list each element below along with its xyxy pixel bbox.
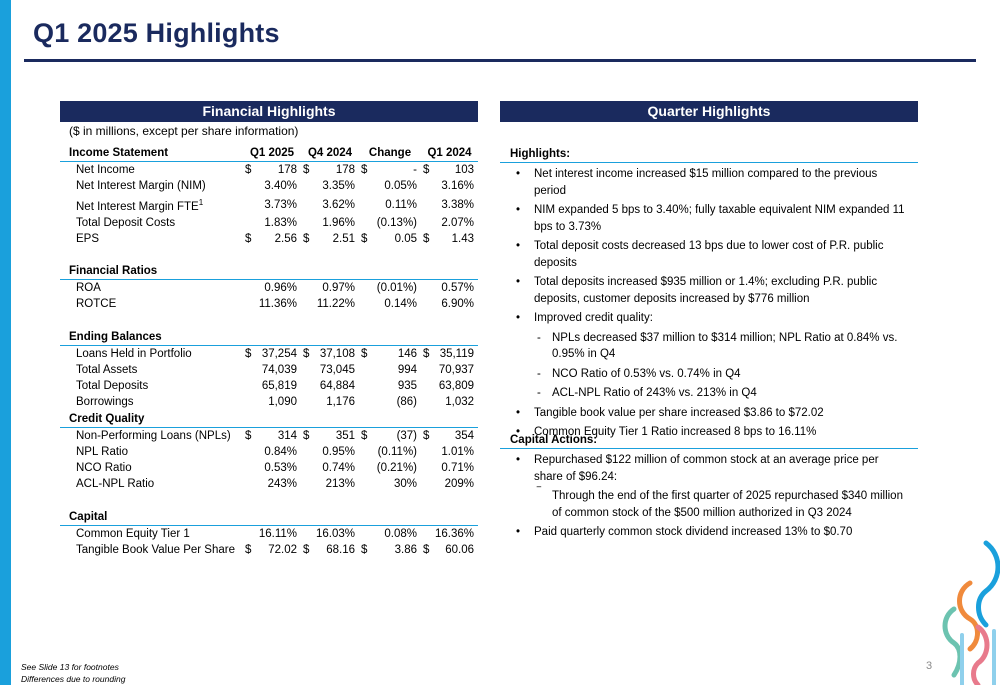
table-row [60, 345, 478, 362]
cell-value: 178 [335, 164, 355, 177]
cell-value: 178 [277, 164, 297, 177]
currency-symbol [359, 394, 369, 410]
currency-symbol [359, 476, 369, 492]
currency-symbol: $ [245, 544, 252, 557]
row-label-text: NCO Ratio [76, 462, 132, 475]
capital-actions-title: Capital Actions: [500, 432, 918, 449]
row-label [60, 280, 243, 297]
currency-symbol [359, 195, 369, 215]
cell-value: 16.36% [435, 527, 475, 540]
cell-value: (0.11%) [377, 446, 418, 459]
currency-symbol [359, 525, 369, 542]
bullet-item: • Total deposits increased $935 million or 1.4%; excluding P.R. public deposits, customer deposits increased by $776 million [500, 274, 918, 307]
cell-value: 0.71% [441, 462, 475, 475]
bullet-item: - NCO Ratio of 0.53% vs. 0.74% in Q4 [500, 366, 918, 383]
currency-symbol [243, 476, 253, 492]
currency-symbol: $ [245, 164, 252, 177]
cell-value: 6.90% [441, 298, 475, 311]
row-label-text: Loans Held in Portfolio [76, 347, 192, 360]
cell-value: 16.03% [315, 527, 355, 540]
table-row [60, 296, 478, 312]
cell-value: 243% [267, 478, 297, 491]
table-row [60, 178, 478, 194]
row-label [60, 215, 243, 231]
cell-value: (0.21%) [376, 462, 418, 475]
cell-value: 1,090 [268, 396, 297, 409]
cell-value: 3.86 [394, 544, 418, 557]
row-label [60, 394, 243, 410]
cell-value: 1.01% [441, 446, 475, 459]
cell-value: 0.74% [322, 462, 355, 475]
bullet-item: • NIM expanded 5 bps to 3.40%; fully taxable equivalent NIM expanded 11 bps to 3.73% [500, 202, 918, 235]
currency-symbol [359, 378, 369, 394]
left-accent-bar [0, 0, 11, 685]
spacer-row [60, 493, 478, 509]
table-row [60, 542, 478, 558]
cell-value: (0.13%) [376, 216, 418, 229]
footnote-marker: 1 [198, 197, 204, 207]
row-label-text: Common Equity Tier 1 [76, 527, 190, 540]
bullet-item: • Tangible book value per share increased $3.86 to $72.02 [500, 405, 918, 422]
currency-symbol [243, 195, 253, 215]
currency-symbol [301, 378, 311, 394]
currency-symbol [243, 215, 253, 231]
row-label [60, 162, 243, 179]
currency-symbol [243, 394, 253, 410]
units-note: ($ in millions, except per share information) [69, 124, 299, 138]
cell-value: 1,032 [445, 396, 475, 409]
table-row [60, 476, 478, 492]
cell-value: 68.16 [326, 544, 355, 557]
footnote-line: See Slide 13 for footnotes [21, 662, 119, 672]
currency-symbol: $ [303, 544, 310, 557]
currency-symbol [243, 378, 253, 394]
cell-value: 1,176 [326, 396, 355, 409]
currency-symbol [421, 195, 431, 215]
table-row [60, 378, 478, 394]
currency-symbol: $ [245, 232, 252, 245]
bullet-item: - ACL-NPL Ratio of 243% vs. 213% in Q4 [500, 385, 918, 402]
cell-value: 60.06 [445, 544, 475, 557]
section-title: Ending Balances [60, 329, 478, 346]
currency-symbol [243, 460, 253, 476]
cell-value: 0.08% [384, 527, 418, 540]
currency-symbol: $ [423, 232, 430, 245]
cell-value: (0.01%) [376, 282, 418, 295]
currency-symbol [421, 460, 431, 476]
brand-logo-icon [936, 535, 1000, 685]
bullet-item: ‾ Through the end of the first quarter of 2025 repurchased $340 million of common stock of the $500 million authorized in Q3 2024 [500, 488, 918, 521]
currency-symbol [421, 525, 431, 542]
cell-value: 0.53% [264, 462, 297, 475]
row-label-text: ROA [76, 282, 101, 295]
table-row [60, 460, 478, 476]
currency-symbol [301, 525, 311, 542]
bullet-item: - NPLs decreased $37 million to $314 million; NPL Ratio at 0.84% vs. 0.95% in Q4 [500, 330, 918, 363]
section-header-row [60, 509, 478, 526]
row-label-text: Total Assets [76, 364, 138, 377]
title-divider [24, 59, 976, 62]
currency-symbol: $ [361, 429, 368, 442]
row-label [60, 195, 243, 215]
cell-value: 0.05% [384, 180, 418, 193]
currency-symbol: $ [361, 544, 368, 557]
currency-symbol: $ [303, 347, 310, 360]
cell-value: 2.51 [332, 232, 355, 245]
currency-symbol [421, 444, 431, 460]
cell-value: 994 [397, 364, 418, 377]
currency-symbol: $ [245, 429, 252, 442]
table-row [60, 162, 478, 179]
currency-symbol [421, 280, 431, 297]
cell-value: 1.96% [322, 216, 355, 229]
cell-value: 3.62% [322, 198, 355, 211]
currency-symbol [421, 476, 431, 492]
table-row [60, 215, 478, 231]
cell-value: 73,045 [319, 364, 355, 377]
section-title: Financial Ratios [60, 263, 478, 280]
cell-value: 213% [325, 478, 355, 491]
table-row [60, 525, 478, 542]
section-title: Capital [60, 509, 478, 526]
currency-symbol: $ [303, 164, 310, 177]
footnotes [21, 661, 125, 685]
currency-symbol [301, 178, 311, 194]
row-label-text: ROTCE [76, 298, 117, 311]
cell-value: 354 [454, 429, 475, 442]
cell-value: 37,108 [319, 347, 355, 360]
row-label-text: Net Interest Margin FTE [76, 200, 199, 213]
bullet-item: • Repurchased $122 million of common stock at an average price per share of $96.24: [500, 452, 918, 485]
currency-symbol [243, 362, 253, 378]
cell-value: (86) [396, 396, 418, 409]
row-label-text: Total Deposit Costs [76, 216, 176, 229]
currency-symbol [301, 444, 311, 460]
cell-value: 3.40% [264, 180, 297, 193]
cell-value: 146 [397, 347, 418, 360]
currency-symbol: $ [361, 164, 368, 177]
currency-symbol [421, 394, 431, 410]
currency-symbol: $ [303, 429, 310, 442]
row-label-text: ACL-NPL Ratio [76, 478, 155, 491]
currency-symbol [359, 296, 369, 312]
capital-actions-section [500, 432, 918, 541]
cell-value: 35,119 [439, 347, 475, 360]
cell-value: 16.11% [258, 527, 297, 540]
row-label [60, 178, 243, 194]
table-row [60, 280, 478, 297]
cell-value: 3.16% [441, 180, 475, 193]
currency-symbol [301, 296, 311, 312]
currency-symbol: $ [245, 347, 252, 360]
row-label-text: Non-Performing Loans (NPLs) [76, 429, 231, 442]
row-label [60, 362, 243, 378]
column-header: Change [359, 145, 421, 162]
cell-value: 0.11% [385, 198, 418, 211]
currency-symbol [243, 280, 253, 297]
cell-value: 0.05 [394, 232, 418, 245]
row-label [60, 525, 243, 542]
bullet-item: • Net interest income increased $15 million compared to the previous period [500, 166, 918, 199]
currency-symbol [359, 362, 369, 378]
cell-value: 3.35% [322, 180, 355, 193]
bullet-item: • Common Equity Tier 1 Ratio increased 8 bps to 16.11% [500, 424, 918, 441]
bullet-item: • Total deposit costs decreased 13 bps due to lower cost of P.R. public deposits [500, 238, 918, 271]
cell-value: 74,039 [261, 364, 297, 377]
currency-symbol [421, 378, 431, 394]
table-row [60, 394, 478, 410]
spacer-row [60, 247, 478, 263]
cell-value: 2.56 [274, 232, 297, 245]
row-label [60, 542, 243, 558]
currency-symbol [301, 362, 311, 378]
section-header-row [60, 411, 478, 428]
column-header: Q1 2024 [421, 145, 478, 162]
bullet-item: • Paid quarterly common stock dividend increased 13% to $0.70 [500, 524, 918, 541]
highlights-list [500, 166, 918, 441]
cell-value: 351 [335, 429, 355, 442]
column-header: Q4 2024 [301, 145, 359, 162]
currency-symbol [421, 215, 431, 231]
section-header-row [60, 329, 478, 346]
currency-symbol: $ [423, 544, 430, 557]
cell-value: - [413, 164, 418, 177]
cell-value: 3.73% [264, 198, 297, 211]
currency-symbol [421, 296, 431, 312]
highlights-section [500, 146, 918, 441]
currency-symbol [301, 394, 311, 410]
row-label [60, 476, 243, 492]
cell-value: 209% [444, 478, 475, 491]
page-title: Q1 2025 Highlights [33, 18, 280, 48]
currency-symbol [359, 280, 369, 297]
capital-actions-list [500, 452, 918, 541]
currency-symbol: $ [423, 347, 430, 360]
financial-highlights-header: Financial Highlights [60, 101, 478, 122]
cell-value: 0.96% [264, 282, 297, 295]
cell-value: 935 [397, 380, 418, 393]
cell-value: (37) [396, 429, 418, 442]
table-row [60, 444, 478, 460]
currency-symbol [243, 296, 253, 312]
table-row [60, 195, 478, 215]
cell-value: 0.95% [322, 446, 355, 459]
table-row [60, 231, 478, 247]
currency-symbol: $ [423, 164, 430, 177]
footnote-line: Differences due to rounding [21, 674, 126, 684]
cell-value: 103 [454, 164, 475, 177]
section-title: Credit Quality [60, 411, 478, 428]
currency-symbol [301, 215, 311, 231]
table-row [60, 427, 478, 444]
currency-symbol [301, 460, 311, 476]
cell-value: 0.14% [384, 298, 418, 311]
currency-symbol [359, 444, 369, 460]
currency-symbol [301, 476, 311, 492]
row-label-text: Borrowings [76, 396, 134, 409]
row-label-text: EPS [76, 232, 100, 245]
cell-value: 1.43 [451, 232, 475, 245]
cell-value: 64,884 [319, 380, 355, 393]
currency-symbol [359, 178, 369, 194]
financial-table [60, 145, 478, 558]
highlights-title: Highlights: [500, 146, 918, 163]
currency-symbol: $ [361, 347, 368, 360]
currency-symbol [301, 195, 311, 215]
currency-symbol: $ [423, 429, 430, 442]
quarter-highlights-header: Quarter Highlights [500, 101, 918, 122]
column-header: Q1 2025 [243, 145, 301, 162]
cell-value: 11.36% [258, 298, 297, 311]
currency-symbol [243, 178, 253, 194]
cell-value: 3.38% [441, 198, 475, 211]
cell-value: 70,937 [438, 364, 475, 377]
spacer-row [60, 313, 478, 329]
column-header: Income Statement [60, 145, 243, 162]
cell-value: 11.22% [316, 298, 355, 311]
cell-value: 0.97% [322, 282, 355, 295]
row-label-text: Total Deposits [76, 380, 149, 393]
row-label [60, 378, 243, 394]
row-label-text: NPL Ratio [76, 446, 128, 459]
currency-symbol: $ [361, 232, 368, 245]
currency-symbol [359, 215, 369, 231]
currency-symbol [421, 178, 431, 194]
currency-symbol [243, 525, 253, 542]
bullet-item: • Improved credit quality: [500, 310, 918, 327]
row-label [60, 231, 243, 247]
cell-value: 1.83% [264, 216, 297, 229]
section-header-row [60, 263, 478, 280]
row-label-text: Net Income [76, 164, 135, 177]
row-label [60, 296, 243, 312]
row-label-text: Tangible Book Value Per Share [76, 544, 235, 557]
currency-symbol [301, 280, 311, 297]
row-label [60, 460, 243, 476]
currency-symbol [421, 362, 431, 378]
cell-value: 0.84% [264, 446, 297, 459]
cell-value: 65,819 [261, 380, 297, 393]
cell-value: 314 [277, 429, 297, 442]
page-number: 3 [926, 660, 933, 672]
row-label [60, 444, 243, 460]
cell-value: 0.57% [441, 282, 475, 295]
cell-value: 2.07% [441, 216, 475, 229]
cell-value: 30% [393, 478, 418, 491]
table-header-row [60, 145, 478, 162]
cell-value: 63,809 [438, 380, 475, 393]
row-label [60, 427, 243, 444]
currency-symbol [243, 444, 253, 460]
currency-symbol [359, 460, 369, 476]
cell-value: 72.02 [268, 544, 297, 557]
row-label [60, 345, 243, 362]
cell-value: 37,254 [261, 347, 297, 360]
table-row [60, 362, 478, 378]
row-label-text: Net Interest Margin (NIM) [76, 180, 206, 193]
currency-symbol: $ [303, 232, 310, 245]
